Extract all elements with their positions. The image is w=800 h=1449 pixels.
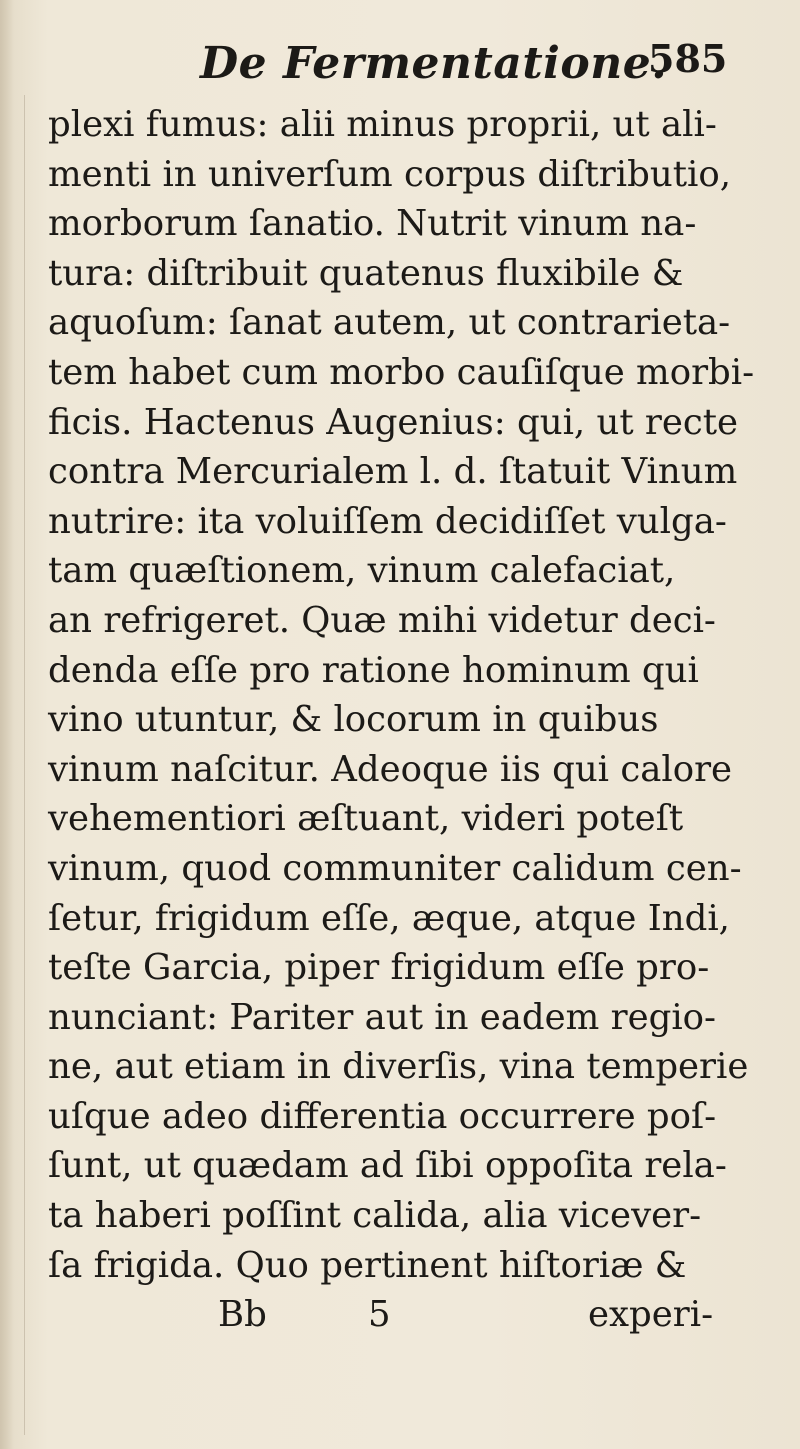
text-line: tura: diſtribuit quatenus fluxibile & — [48, 252, 684, 294]
catchword: experi- — [588, 1294, 714, 1336]
text-line: menti in univerſum corpus diſtributio, — [48, 153, 731, 195]
text-block-rule — [24, 95, 25, 1435]
text-line: ſunt, ut quædam ad ſibi oppoſita rela- — [48, 1145, 727, 1187]
page-number: 585 — [648, 36, 728, 81]
text-line: tem habet cum morbo cauſiſque morbi- — [48, 351, 755, 393]
text-line: teſte Garcia, piper frigidum eſſe pro- — [48, 947, 710, 989]
text-line: tam quæſtionem, vinum calefaciat, — [48, 550, 676, 592]
text-line: vinum, quod communiter calidum cen- — [48, 847, 742, 889]
text-line: contra Mercurialem l. d. ſtatuit Vinum — [48, 451, 738, 493]
text-line: aquoſum: ſanat autem, ut contrarieta- — [48, 302, 731, 344]
text-line: ne, aut etiam in diverſis, vina temperie — [48, 1046, 749, 1088]
page-footer — [48, 1290, 788, 1340]
text-line: nutrire: ita voluiſſem decidiſſet vulga- — [48, 500, 727, 542]
text-line: vehementiori æſtuant, videri poteſt — [48, 798, 684, 840]
text-line: plexi fumus: alii minus proprii, ut ali- — [48, 104, 717, 145]
signature-number: 5 — [368, 1294, 391, 1336]
text-line: denda eſſe pro ratione hominum qui — [48, 649, 699, 691]
text-line: vinum naſcitur. Adeoque iis qui calore — [48, 748, 733, 790]
text-line: an refrigeret. Quæ mihi videtur deci- — [48, 599, 716, 641]
text-line: ta haberi poſſint calida, alia vicever- — [48, 1195, 702, 1237]
text-line: ſa frigida. Quo pertinent hiſtoriæ & — [48, 1244, 687, 1286]
text-line: ſetur, frigidum eſſe, æque, atque Indi, — [48, 897, 730, 939]
page-header — [0, 30, 800, 100]
text-line: ficis. Hactenus Augenius: qui, ut recte — [48, 401, 739, 443]
text-line: nunciant: Pariter aut in eadem regio- — [48, 996, 717, 1038]
text-line: uſque adeo differentia occurrere poſ- — [48, 1095, 717, 1137]
binding-shadow — [0, 0, 14, 1449]
body-text — [48, 100, 788, 1340]
text-line: vino utuntur, & locorum in quibus — [48, 699, 659, 741]
signature-mark: Bb — [218, 1294, 267, 1336]
text-line: morborum ſanatio. Nutrit vinum na- — [48, 203, 697, 245]
running-head: De Fermentatione. — [200, 38, 668, 89]
